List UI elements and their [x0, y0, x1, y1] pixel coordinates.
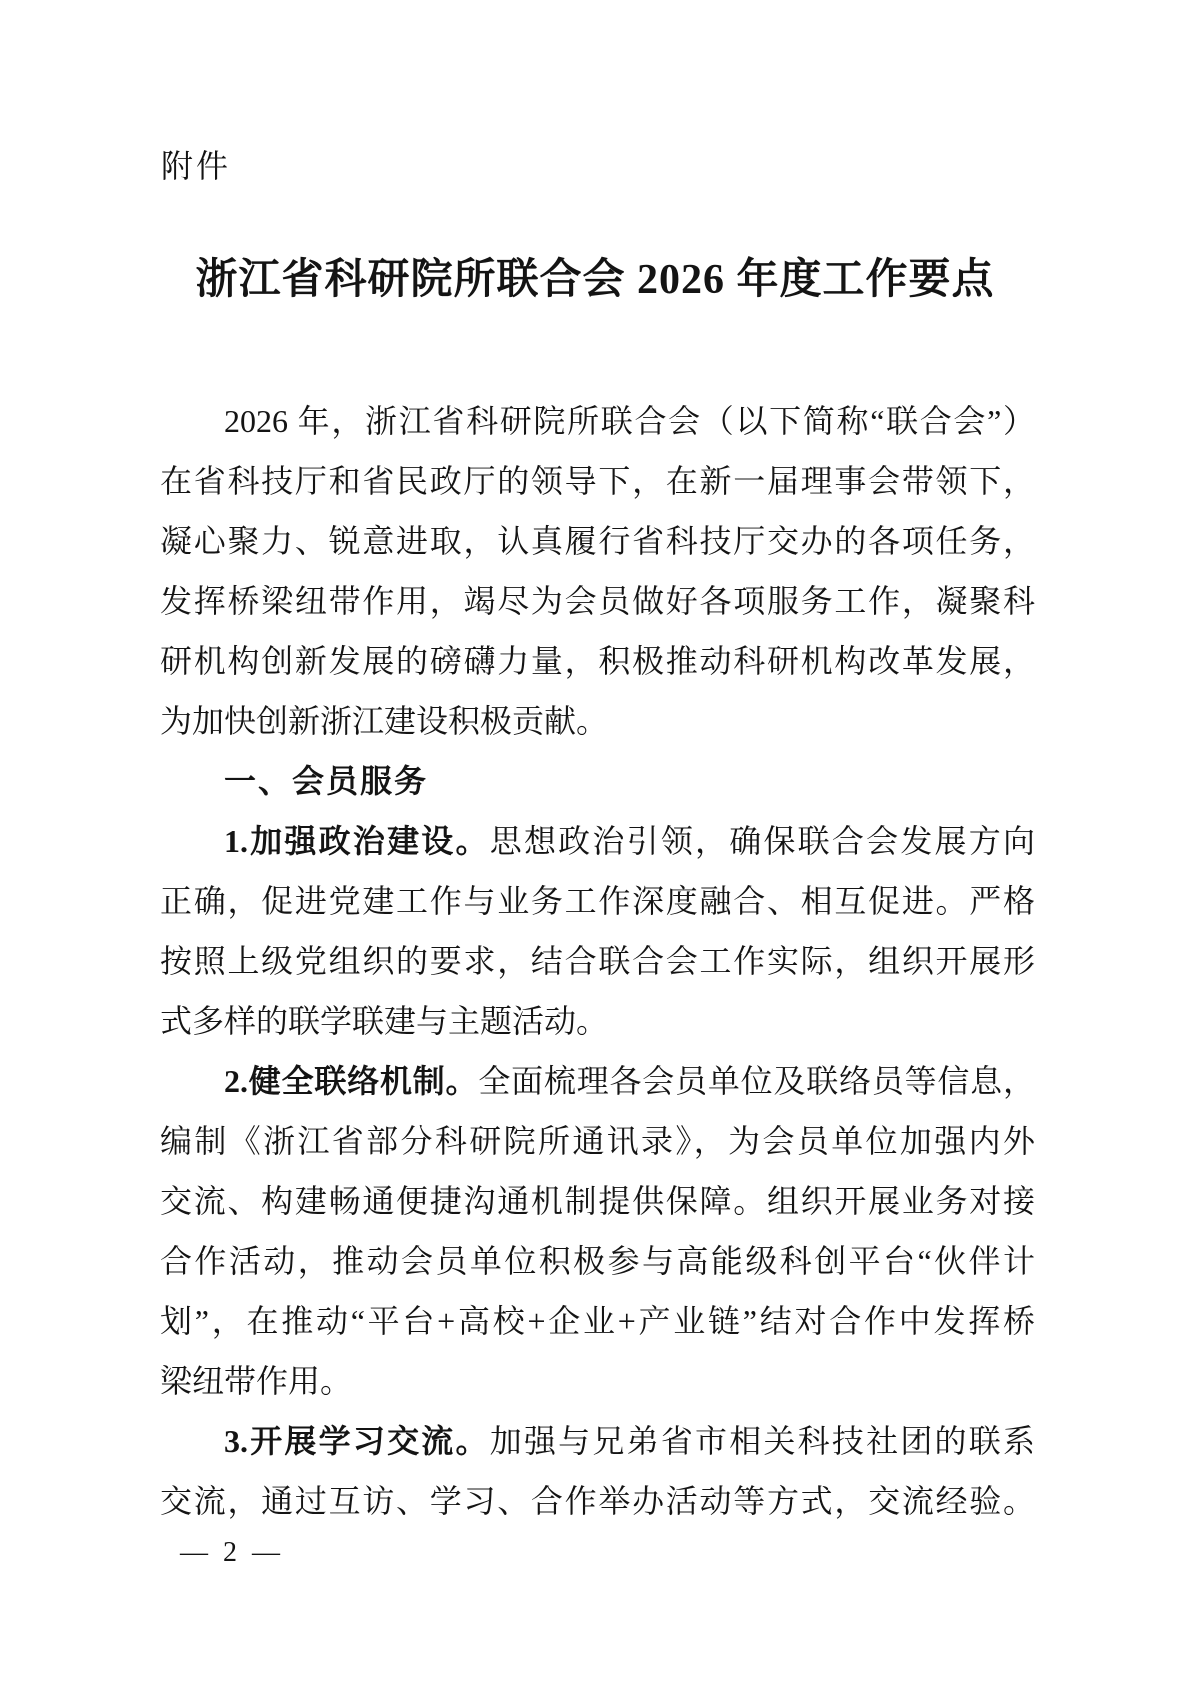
para2-line3: 按照上级党组织的要求，结合联合会工作实际，组织开展形 — [160, 943, 1035, 979]
para3-lead-bold: 2.健全联络机制。 — [224, 1063, 479, 1099]
para1-line2: 在省科技厅和省民政厅的领导下，在新一届理事会带领下， — [160, 463, 1035, 499]
para2-line2: 正确，促进党建工作与业务工作深度融合、相互促进。严格 — [160, 883, 1035, 919]
para1-line6: 为加快创新浙江建设积极贡献。 — [160, 703, 609, 739]
document-body — [160, 391, 1035, 1531]
para1-line1: 2026 年，浙江省科研院所联合会（以下简称“联合会”） — [224, 403, 1035, 439]
para1-line4: 发挥桥梁纽带作用，竭尽为会员做好各项服务工作，凝聚科 — [160, 583, 1035, 619]
section-heading-member-services: 一、会员服务 — [224, 763, 429, 799]
document-title: 浙江省科研院所联合会 2026 年度工作要点 — [195, 257, 995, 303]
para1-line5: 研机构创新发展的磅礴力量，积极推动科研机构改革发展， — [160, 643, 1035, 679]
para2-line1 — [160, 811, 1035, 871]
para2-line1-text: 思想政治引领，确保联合会发展方向 — [489, 823, 1035, 859]
para2-line4: 式多样的联学联建与主题活动。 — [160, 1003, 609, 1039]
para1-line3: 凝心聚力、锐意进取，认真履行省科技厅交办的各项任务， — [160, 523, 1035, 559]
para4-line1-text: 加强与兄弟省市相关科技社团的联系 — [489, 1423, 1035, 1459]
attachment-label: 附件 — [161, 148, 232, 184]
para3-line1-text: 全面梳理各会员单位及联络员等信息， — [478, 1063, 1035, 1099]
para3-line2: 编制《浙江省部分科研院所通讯录》，为会员单位加强内外 — [160, 1123, 1035, 1159]
page-number: — 2 — — [180, 1537, 284, 1568]
para2-lead-bold: 1.加强政治建设。 — [224, 823, 490, 859]
para3-line3: 交流、构建畅通便捷沟通机制提供保障。组织开展业务对接 — [160, 1183, 1035, 1219]
para3-line6: 梁纽带作用。 — [160, 1363, 353, 1399]
para4-lead-bold: 3.开展学习交流。 — [224, 1423, 490, 1459]
para4-line2: 交流，通过互访、学习、合作举办活动等方式，交流经验。 — [160, 1483, 1035, 1519]
para3-line5: 划”，在推动“平台+高校+企业+产业链”结对合作中发挥桥 — [160, 1303, 1035, 1339]
para3-line4: 合作活动，推动会员单位积极参与高能级科创平台“伙伴计 — [160, 1243, 1035, 1279]
para4-line1 — [160, 1411, 1035, 1471]
para3-line1 — [160, 1051, 1035, 1111]
